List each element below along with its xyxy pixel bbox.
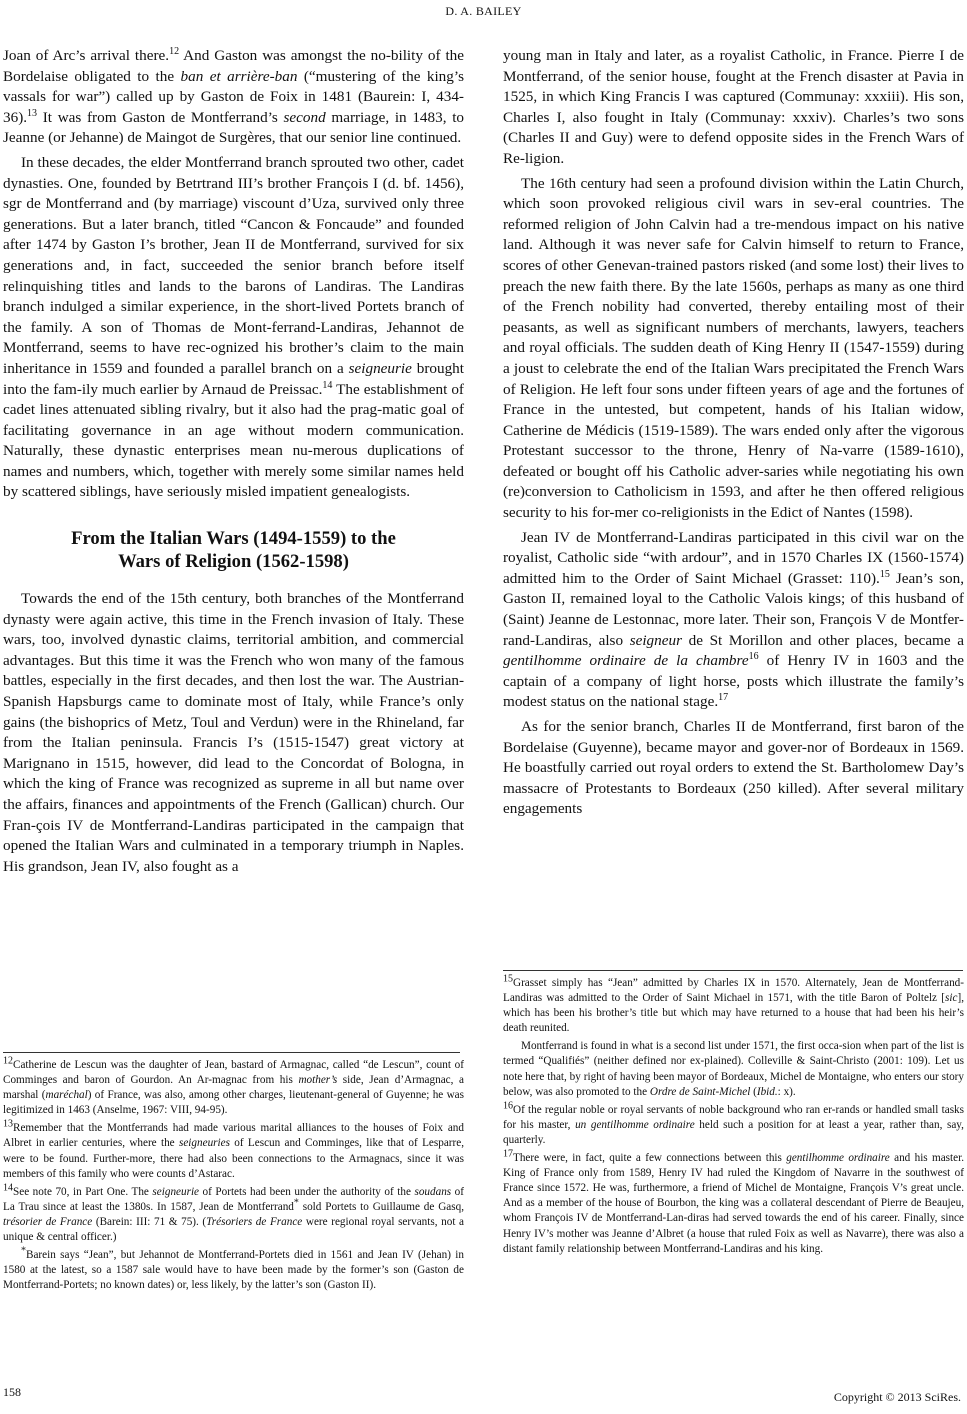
paragraph: As for the senior branch, Charles II de Montferrand, first baron of the Bordelaise (Guyenne), became mayor and gover-nor of Bordeaux in 1569. He boastfully carried out royal orders to extend the St. Bartholomew Day’s massacre of Protestants to Bordeaux (250 killed). After several military engagements [503, 718, 964, 818]
footnotes-right [503, 973, 964, 1257]
footnote-ref[interactable]: 12 [169, 45, 180, 57]
paragraph: In these decades, the elder Montferrand branch sprouted two other, cadet dynasties. One, founded by Betrtrand III’s brother François I (d. bf. 1456), sgr de Montferrand and (by marriage) viscount d’Uza, survived only three generations. But a later branch, titled “Cancon & Foncaude” and founded after 1474 by Gaston I’s brother, Jean II de Montferrand, survived for six generations and, in fact, succeeded the senior branch before itself relinquishing titles and lands to the barons of Landiras. The Landiras branch indulged a similar experience, in the short-lived Portets branch of the family. A son of Thomas de Mont-ferrand-Landiras, Jehannot de Montferrand, seems to have rec-ognized his brother’s claim to the main inheritance in 1559 and founded a parallel branch on a seigneurie brought into the fam-ily much earlier by Arnaud de Preissac.$^{14}$ The establishment of cadet lines attenuated sibling rivalry, but it also had the prag-matic goal of facilitating governance in an age without modern communication. Naturally, these dynastic enterprises mean nu-merous duplications of names and numbers, which, together with merely some similar names held by scattered siblings, have seriously misled impatient genealogists. [3, 153, 464, 501]
footnote-ref[interactable]: 17 [718, 692, 729, 704]
paragraph: Jean IV de Montferrand-Landiras participated in this civil war on the royalist, Catholic side “with ardour”, and in 1570 Charles IX (1560-1574) admitted him to the Order of Saint Michael (Grasset: 110).$^{15}$ Jean’s son, Gaston II, remained loyal to the Catholic Valois kings; of this husband of (Saint) Jeanne de Lestonnac, more later. Their son, François V de Montfer-rand-Landiras, also seigneur de St Morillon and other places, became a gentilhomme ordinaire de la chambre$^{16}$ of Henry IV in 1603 and the captain of a company of light horse, posts which illustrate the family’s modest status on the national stage.$^{17}$ [503, 528, 964, 711]
running-head: D. A. BAILEY [445, 4, 522, 18]
footnote-17: $^{17}$There were, in fact, quite a few connections between this gentilhomme ordinaire and his master. King of France only from 1589, Henry IV had ruled the Kingdom of Navarre in the southwest of France since 1572. He was, furthermore, a friend of Michel de Montaigne, François V’s great uncle. And as a member of the house of Bourbon, the king was a collateral descendant of Pierre de Beaujeu, whom François IV de Montferrand-Lan-diras had served towards the end of his career. Finally, since Henry IV’s mother was Jeanne d’Albret (a house that ruled Foix as well as Navarre), there was also a distant family relationship between Montferrand-Landiras and his king. [503, 1148, 964, 1255]
paragraph: Towards the end of the 15th century, both branches of the Montferrand dynasty were again active, this time in the French invasion of Italy. These wars, too, involved dynastic claims, territorial ambition, and commercial advantages. But this time it was the French who won many of the famous battles, especially in the first decades, and then lost the war. The Austrian-Spanish Hapsburgs came to dominate most of Italy, while France’s only gains (the bishoprics of Metz, Toul and Verdun) were in the Rhineland, far from the Italian peninsula. Francis I’s (1515-1547) great victory at Marignano in 1515, however, did lead to the Concordat of Bologna, in which the king of France was recognized as supreme in all but name over the affairs, finances and appointments of the French (Gallican) church. Our Fran-çois IV de Montferrand-Landiras participated in the campaign that opened the Italian Wars and culminated in a temporary triumph in Naples. His grandson, Jean IV, also fought as a [3, 590, 464, 875]
footnote-15: $^{15}$Grasset simply has “Jean” admitted by Charles IX in 1570. Alternately, Jean de Montferrand-Landiras was admitted to the Order of Saint Michael in 1571, with the title Baron of Poltelz [sic], which has been his brother’s title but which may have returned to a house that had been his heir’s death reunited. [503, 973, 964, 1035]
footnote-star: *Barein says “Jean”, but Jehannot de Montferrand-Portets died in 1561 and Jean IV (Jehan) in 1580 at the latest, so a 1587 sale would have to have been made by the former’s son (Gaston de Montferrand-Portets; no known dates) or, less likely, by the latter’s son (Gaston II). [3, 1245, 464, 1292]
footnote-divider [3, 1052, 460, 1053]
footnote-12: $^{12}$Catherine de Lescun was the daughter of Jean, bastard of Armagnac, called “de Lescun”, count of Comminges and baron of Gourdon. An Ar-magnac from his mother’s side, Jean d’Armagnac, a marshal (maréchal) of France, was also, among other charges, lieutenant-general of Guyenne; he was legitimized in 1463 (Anselme, 1967: VIII, 94-95). [3, 1055, 465, 1117]
footnote-ref[interactable]: 16 [748, 651, 759, 663]
paragraph: The 16th century had seen a profound division within the Latin Church, which soon provoked religious civil wars in sev-eral countries. The reformed religion of John Calvin had a tre-mendous impact on his native land. Although it was never safe for Calvin himself to return to France, scores of other Genevan-trained pastors risked (and some lost) their lives to preach the new faith there. By the late 1560s, perhaps as many as one third of the French nobility had converted, thereby entailing most of their peasants, as well as significant numbers of merchants, lawyers, teachers and royal officials. The sudden death of King Henry II (1547-1559) during a joust to celebrate the end of the Italian Wars precipitated the French Wars of Religion. He left four sons under fifteen years of age and the fortunes of France in the untested, but competent, hands of his Italian widow, Catherine de Médicis (1519-1589). The wars ended only after the vigorous Protestant successor to the throne, Henry of Na-varre (1589-1610), defeated or bought off his Catholic adver-saries while negotiating his own (re)conversion to Catholicism in 1593, and after he then offered religious security to his for-mer co-religionists in the Edict of Nantes (1598). [503, 174, 964, 522]
footnote-13: $^{13}$Remember that the Montferrands had made various marital alliances to the houses of Foix and Albret in earlier centuries, where the seigneuries of Lescun and Comminges, like that of Lesparre, were to be found. Further-more, there had also been connections to the Armagnacs, since it was members of this family who were counts d’Astarac. [3, 1118, 464, 1180]
footnote-16: $^{16}$Of the regular noble or royal servants of noble background who ran er-rands or handled small tasks for his master, un gentilhomme ordinaire held such a position for at least a year, rather than, say, quarterly. [503, 1100, 964, 1146]
footnote-ref[interactable]: 15 [879, 568, 890, 580]
paragraph: young man in Italy and later, as a royalist Catholic, in France. Pierre I de Montferrand, of the senior house, fought at the French disaster at Pavia in 1525, in which King Francis I was captured (Communay: xxxiii). His son, Charles I, also fought in Italy (Communay: xxxiv). Charles’s two sons (Charles II and Guy) were to defend opposite sides in the French Wars of Re-ligion. [503, 47, 964, 167]
paragraph: Joan of Arc’s arrival there.$^{12}$ And Gaston was amongst the no-bility of the Bordelaise obligated to the ban et arrière-ban (“mustering of the king’s vassals for war”) called up by Gaston de Foix in 1481 (Baurein: I, 434-36).$^{13}$ It was from Gaston de Montferrand’s second marriage, in 1483, to Jeanne (or Jehanne) de Maingot de Surgères, that our senior line continued. [3, 45, 465, 147]
footnote-ref[interactable]: 13 [27, 107, 38, 119]
footnote-ref[interactable]: 14 [322, 379, 333, 391]
footnote-14: $^{14}$See note 70, in Part One. The seigneurie of Portets had been under the authority of the soudans of La Trau since at least the 1380s. In 1587, Jean de Montferrand* sold Portets to Guillaume de Gasq, trésorier de France (Barein: III: 71 & 75). (Trésoriers de France were regional royal servants, not a unique & central officer.) [3, 1182, 465, 1244]
footnote-15-continued: Montferrand is found in what is a second list under 1571, the first occa-sion when part of the list is termed “Qualifiés” (neither defined nor ex-plained). Colleville & Saint-Christo (2001: 109). Let us note here that, by right of having been mayor of Bordeaux, Michel de Montaigne, who enters our story below, was also promoted to the Ordre de Saint-Michel (Ibid.: x). [503, 1040, 964, 1098]
left-column [3, 46, 464, 877]
footnotes-left [3, 1055, 465, 1293]
section-heading: From the Italian Wars (1494-1559) to the Wars of Religion (1562-1598) [71, 528, 396, 573]
right-column [503, 46, 964, 820]
copyright-notice: Copyright © 2013 SciRes. [833, 1390, 961, 1404]
footnote-divider [503, 970, 963, 971]
page-number: 158 [3, 1385, 21, 1399]
